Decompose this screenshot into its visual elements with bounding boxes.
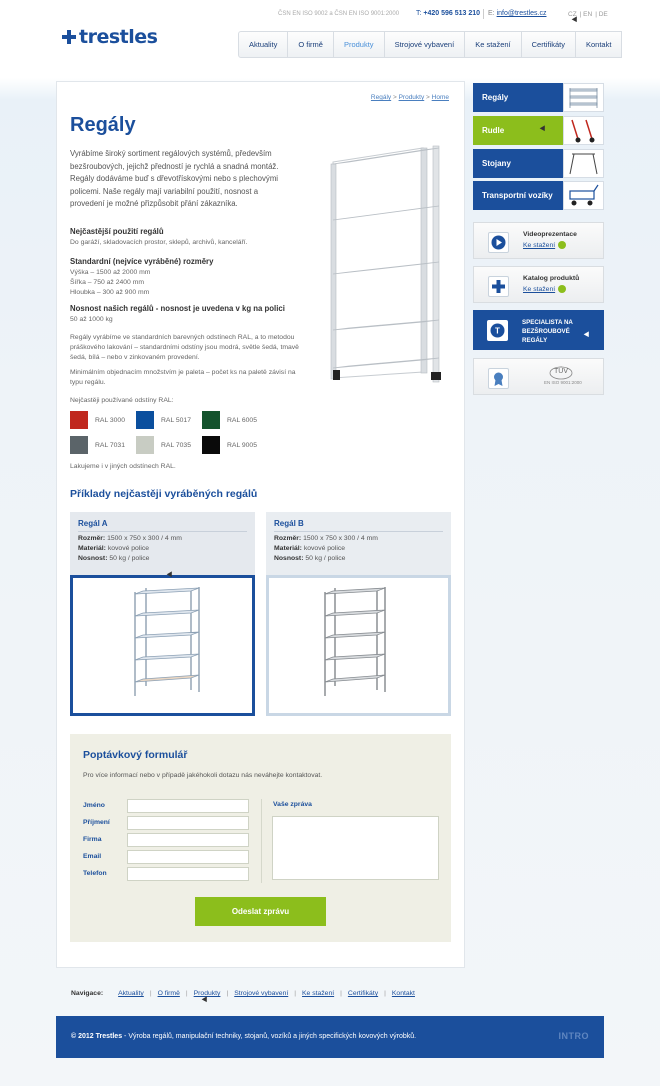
input-prijmeni[interactable] bbox=[127, 816, 249, 830]
input-jmeno[interactable] bbox=[127, 799, 249, 813]
sidebar-label: Regály bbox=[473, 83, 563, 112]
breadcrumb-home[interactable]: Home bbox=[431, 94, 449, 101]
breadcrumb: Regály > Produkty > Home bbox=[370, 94, 449, 101]
shelf-grey-image bbox=[269, 578, 448, 713]
catalog-download-link[interactable]: Ke stažení bbox=[523, 285, 556, 293]
example-b-size: Rozměr: 1500 x 750 x 300 / 4 mm bbox=[274, 535, 378, 542]
form-description: Pro více informací nebo v případě jakéhokoli dotazu nás neváhejte kontaktovat. bbox=[83, 772, 323, 779]
use-text: Do garáží, skladovacích prostor, sklepů, archivů, kanceláří. bbox=[70, 239, 248, 246]
input-telefon[interactable] bbox=[127, 867, 249, 881]
ral-label-3000: RAL 3000 bbox=[95, 417, 125, 424]
sidebar-item-transportni-voziky[interactable] bbox=[473, 181, 604, 210]
example-a-size: Rozměr: 1500 x 750 x 300 / 4 mm bbox=[78, 535, 182, 542]
shelf-blue-image bbox=[73, 578, 252, 713]
load-title: Nosnost našich regálů - nosnost je uvedena v kg na polici bbox=[70, 304, 285, 313]
lang-en[interactable]: EN bbox=[583, 11, 593, 18]
ral-swatch-9005 bbox=[202, 436, 220, 454]
form-title: Poptávkový formulář bbox=[83, 749, 188, 761]
label-firma: Firma bbox=[83, 836, 102, 843]
example-a-image[interactable] bbox=[70, 575, 255, 716]
main-nav bbox=[238, 31, 622, 58]
video-download bbox=[523, 241, 566, 249]
ral-swatch-7035 bbox=[136, 436, 154, 454]
input-email[interactable] bbox=[127, 850, 249, 864]
logo-icon bbox=[62, 30, 76, 44]
copyright: © 2012 Trestles - Výroba regálů, manipulační techniky, stojanů, vozíků a jiných specifických kovových výrobků. bbox=[71, 1033, 417, 1040]
logo[interactable] bbox=[62, 27, 157, 47]
label-message: Vaše zpráva bbox=[273, 801, 312, 808]
footer-link-produkty[interactable]: Produkty bbox=[193, 990, 221, 997]
sidebar-item-stojany[interactable] bbox=[473, 149, 604, 178]
nav-certifikaty[interactable]: Certifikáty bbox=[522, 32, 576, 57]
download-icon[interactable] bbox=[558, 285, 566, 293]
catalog-logo-icon bbox=[488, 276, 509, 297]
example-b-load: Nosnost: 50 kg / police bbox=[274, 555, 346, 562]
footer-link-kontakt[interactable]: Kontakt bbox=[391, 990, 415, 997]
dims-height: Výška – 1500 až 2000 mm bbox=[70, 269, 151, 276]
catalog-box[interactable] bbox=[473, 266, 604, 303]
input-firma[interactable] bbox=[127, 833, 249, 847]
ral-title: Nejčastěji používané odstíny RAL: bbox=[70, 397, 174, 404]
ral-label-7035: RAL 7035 bbox=[161, 442, 191, 449]
video-play-icon bbox=[488, 232, 509, 253]
certificate-icon bbox=[488, 368, 509, 389]
footer-link-aktuality[interactable]: Aktuality bbox=[118, 990, 144, 997]
example-a-material: Materiál: kovové police bbox=[78, 545, 150, 552]
sidebar-label: Stojany bbox=[473, 149, 563, 178]
submit-button[interactable]: Odeslat zprávu bbox=[195, 897, 326, 926]
ral-swatch-6005 bbox=[202, 411, 220, 429]
specialist-text: SPECIALISTA NA BEZŠROUBOVÉ REGÁLY bbox=[522, 319, 573, 344]
divider bbox=[483, 9, 484, 19]
phone: T: +420 596 513 210 bbox=[416, 10, 481, 17]
nav-strojove-vybaveni[interactable]: Strojové vybavení bbox=[385, 32, 466, 57]
dims-title: Standardní (nejvíce vyráběné) rozměry bbox=[70, 257, 214, 266]
footer-link-certifikaty[interactable]: Certifikáty bbox=[347, 990, 379, 997]
nav-aktuality[interactable]: Aktuality bbox=[239, 32, 288, 57]
ral-label-9005: RAL 9005 bbox=[227, 442, 257, 449]
stand-thumb-icon bbox=[563, 149, 604, 178]
email: E: info@trestles.cz bbox=[488, 10, 547, 17]
shelf-thumb-icon bbox=[563, 83, 604, 112]
shelf-product-image bbox=[323, 142, 451, 388]
min-order-text: Minimálním objednacím množstvím je paleta – počet ks na paletě závisí na typu regálu. bbox=[70, 369, 296, 386]
example-b-image[interactable] bbox=[266, 575, 451, 716]
breadcrumb-regaly[interactable]: Regály bbox=[370, 94, 392, 101]
inquiry-form bbox=[70, 734, 451, 942]
download-icon[interactable] bbox=[558, 241, 566, 249]
example-a-title: Regál A bbox=[78, 519, 108, 528]
agency-logo[interactable]: INTRO bbox=[558, 1031, 589, 1041]
video-download-link[interactable]: Ke stažení bbox=[523, 241, 556, 249]
mouse-cursor-icon bbox=[202, 996, 210, 1003]
label-prijmeni: Příjmení bbox=[83, 819, 110, 826]
footer-link-o-firme[interactable]: O firmě bbox=[157, 990, 180, 997]
example-a-load: Nosnost: 50 kg / police bbox=[78, 555, 150, 562]
divider bbox=[261, 799, 262, 883]
intro-text: Vyrábíme široký sortiment regálových systémů, především bezšroubových, jejichž předností je rychlá a snadná montáž. Regály dodáváme buď s dřevotřískovými nebo s plechovými policemi. Naše regály mají variabilní použití, nosnost a provedení je možné přizpůsobit přání zákazníka. bbox=[70, 149, 279, 208]
handtruck-thumb-icon bbox=[563, 116, 604, 145]
content-panel bbox=[56, 81, 465, 968]
sidebar-item-regaly[interactable] bbox=[473, 83, 604, 112]
certification-text: ČSN EN ISO 9002 a ČSN EN ISO 9001:2000 bbox=[278, 11, 400, 17]
ral-swatch-3000 bbox=[70, 411, 88, 429]
examples-title: Příklady nejčastěji vyráběných regálů bbox=[70, 488, 258, 500]
tuv-logo: TÜV EN ISO 9001:2000 bbox=[544, 368, 582, 385]
label-jmeno: Jméno bbox=[83, 802, 105, 809]
message-textarea[interactable] bbox=[272, 816, 439, 880]
footer-nav-label: Navigace: bbox=[71, 990, 104, 997]
footer-link-strojove-vybaveni[interactable]: Strojové vybavení bbox=[234, 990, 289, 997]
ral-label-5017: RAL 5017 bbox=[161, 417, 191, 424]
svg-text:T: T bbox=[495, 326, 500, 336]
email-link[interactable]: info@trestles.cz bbox=[496, 10, 547, 17]
footer-nav: Navigace: Aktuality | O firmě | Produkty | Strojové vybavení | Ke stažení | Certifikáty | Kontakt bbox=[71, 990, 415, 997]
ral-label-7031: RAL 7031 bbox=[95, 442, 125, 449]
video-title: Videoprezentace bbox=[523, 231, 577, 238]
load-text: 50 až 1000 kg bbox=[70, 316, 113, 323]
footer-link-ke-stazeni[interactable]: Ke stažení bbox=[302, 990, 335, 997]
catalog-download bbox=[523, 285, 566, 293]
specialist-logo-icon bbox=[487, 320, 508, 341]
ral-swatch-7031 bbox=[70, 436, 88, 454]
logo-text: trestles bbox=[79, 26, 158, 48]
colors-text: Regály vyrábíme ve standardních barevných odstínech RAL, a to metodou práškového lakování – standardními odstíny jsou modrá, světle šedá, tmavě šedá, bílá – nebo v zinkovaném provedení. bbox=[70, 334, 299, 361]
ral-swatch-5017 bbox=[136, 411, 154, 429]
nav-o-firme[interactable]: O firmě bbox=[288, 32, 334, 57]
breadcrumb-produkty[interactable]: Produkty bbox=[398, 94, 425, 101]
example-card-b bbox=[266, 512, 451, 575]
catalog-title: Katalog produktů bbox=[523, 275, 580, 282]
page-title: Regály bbox=[70, 114, 136, 136]
language-switcher: CZ | EN | DE bbox=[568, 11, 608, 18]
footer-bar bbox=[56, 1016, 604, 1058]
example-card-a bbox=[70, 512, 255, 575]
use-title: Nejčastější použití regálů bbox=[70, 227, 164, 236]
cart-thumb-icon bbox=[563, 181, 604, 210]
ral-label-6005: RAL 6005 bbox=[227, 417, 257, 424]
example-b-title: Regál B bbox=[274, 519, 304, 528]
label-email: Email bbox=[83, 853, 102, 860]
divider bbox=[274, 531, 443, 532]
video-box[interactable] bbox=[473, 222, 604, 259]
sidebar-item-rudle[interactable] bbox=[473, 116, 604, 145]
lang-cz[interactable]: CZ bbox=[568, 11, 577, 18]
nav-ke-stazeni[interactable]: Ke stažení bbox=[465, 32, 521, 57]
tuv-cert-box[interactable] bbox=[473, 358, 604, 395]
sidebar-label: Transportní vozíky bbox=[473, 181, 563, 210]
sidebar-label: Rudle bbox=[473, 116, 563, 145]
lang-de[interactable]: DE bbox=[598, 11, 608, 18]
specialist-banner[interactable] bbox=[473, 310, 604, 350]
ral-note: Lakujeme i v jiných odstínech RAL. bbox=[70, 463, 176, 470]
dims-depth: Hloubka – 300 až 900 mm bbox=[70, 289, 150, 296]
nav-produkty[interactable]: Produkty bbox=[334, 32, 385, 57]
divider bbox=[78, 531, 247, 532]
nav-kontakt[interactable]: Kontakt bbox=[585, 40, 612, 49]
label-telefon: Telefon bbox=[83, 870, 107, 877]
dims-width: Šířka – 750 až 2400 mm bbox=[70, 279, 145, 286]
example-b-material: Materiál: kovové police bbox=[274, 545, 346, 552]
